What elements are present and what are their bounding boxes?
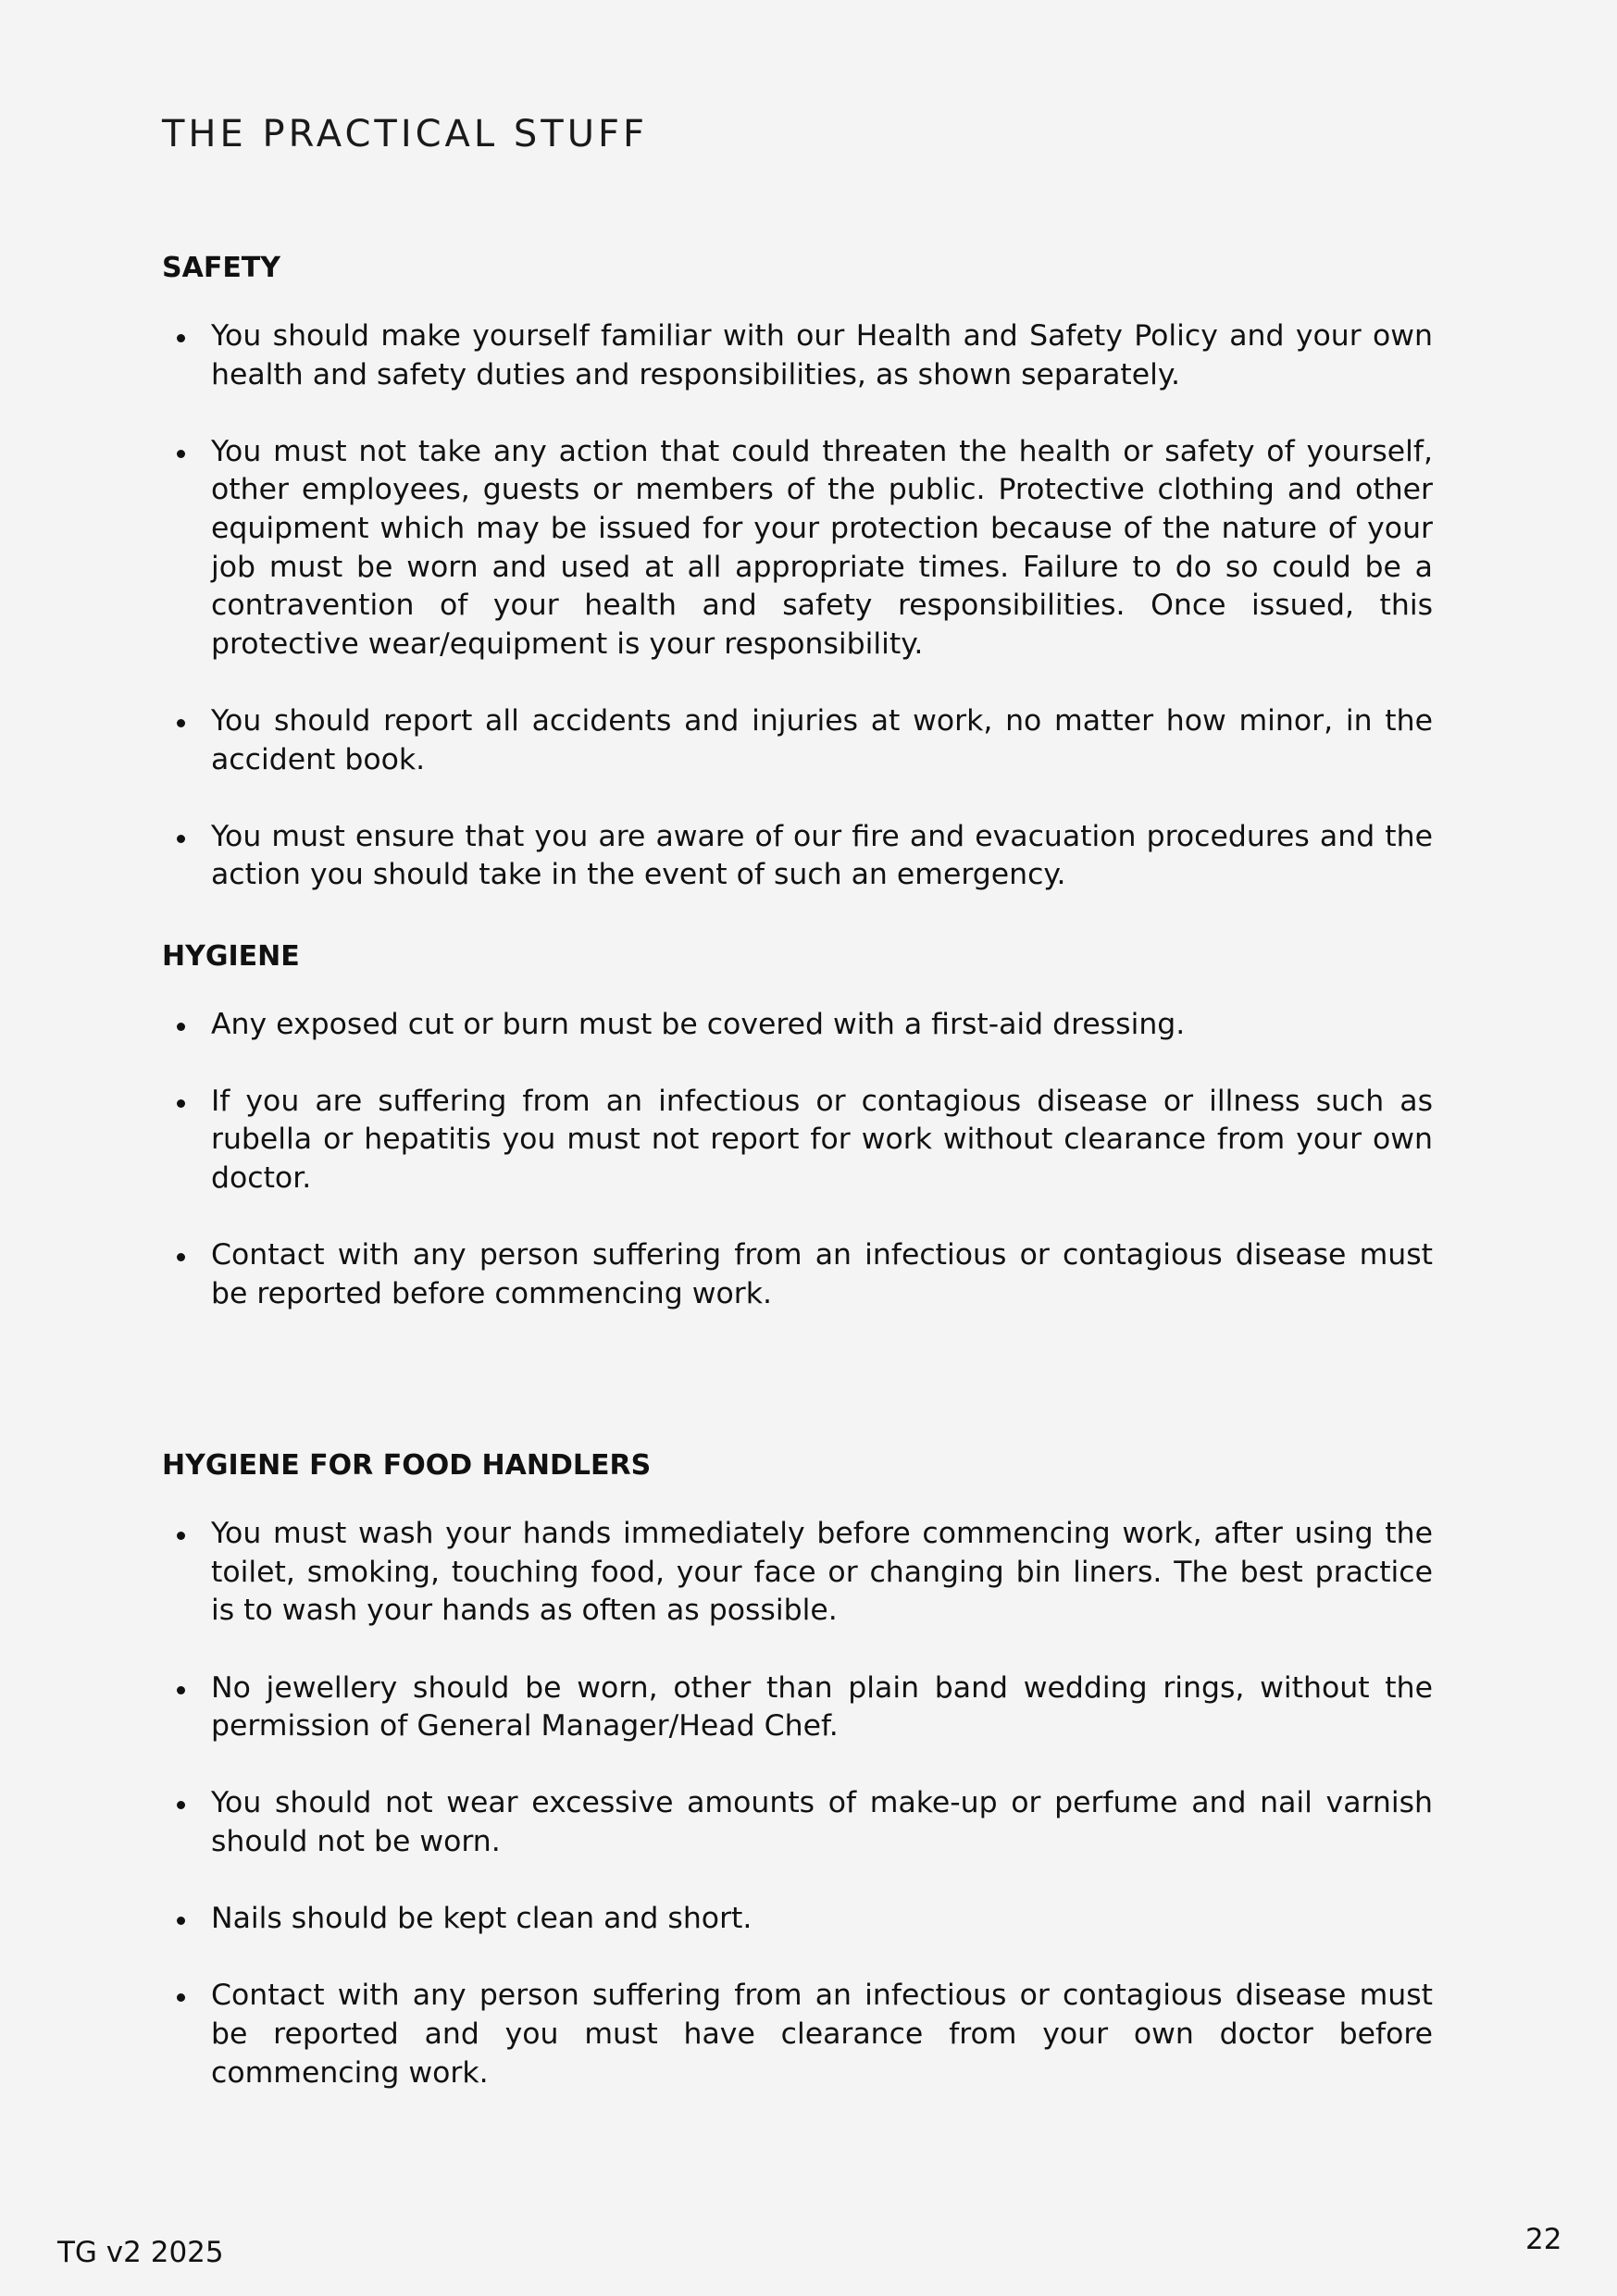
section-safety	[162, 245, 1433, 895]
bullet-icon	[177, 1099, 185, 1108]
section-heading: SAFETY	[162, 252, 280, 284]
list-item-text: You must not take any action that could threaten the health or safety of yourself, other employees, guests or members of the public. Protective clothing and other equipment which may be issued for your protection because of the nature of your job must be worn and used at all appropriate times. Failure to do so could be a contravention of your health and safety responsibilities. Once issued, this protective wear/equipment is your responsibility.	[211, 434, 1433, 661]
list-item-text: You must ensure that you are aware of our fire and evacuation procedures and the action you should take in the event of such an emergency.	[211, 819, 1433, 892]
list-item	[162, 1784, 1433, 1861]
list-item-text: You must wash your hands immediately before commencing work, after using the toilet, smoking, touching food, your face or changing bin liners. The best practice is to wash your hands as often as possible.	[211, 1517, 1433, 1628]
bullet-icon	[177, 719, 185, 727]
bullet-icon	[177, 835, 185, 843]
page-title: THE PRACTICAL STUFF	[162, 113, 649, 155]
bullet-icon	[177, 1253, 185, 1261]
bullet-icon	[177, 1532, 185, 1540]
bullet-icon	[177, 450, 185, 458]
section-heading: HYGIENE FOR FOOD HANDLERS	[162, 1449, 652, 1483]
section-hygiene	[162, 934, 1433, 1314]
bullet-icon	[177, 1801, 185, 1809]
list-item-text: If you are suffering from an infectious or contagious disease or illness such as rubella or hepatitis you must not report for work without clearance from your own doctor.	[211, 1084, 1433, 1195]
list-item	[162, 1900, 1433, 1939]
list-item-text: You should make yourself familiar with our Health and Safety Policy and your own health and safety duties and responsibilities, as shown separately.	[211, 319, 1433, 391]
list-item	[162, 1083, 1433, 1198]
list-item	[162, 433, 1433, 664]
footer-version: TG v2 2025	[57, 2236, 224, 2269]
bullet-list	[162, 1006, 1433, 1314]
bullet-icon	[177, 1686, 185, 1694]
list-item	[162, 317, 1433, 394]
document-body	[162, 245, 1433, 2131]
section-hygiene-food-handlers	[162, 1443, 1433, 2092]
list-item	[162, 1236, 1433, 1313]
bullet-list	[162, 1515, 1433, 2092]
section-heading: HYGIENE	[162, 939, 300, 973]
list-item	[162, 1006, 1433, 1045]
page-number: 22	[1525, 2223, 1562, 2256]
list-item	[162, 1515, 1433, 1631]
bullet-icon	[177, 334, 185, 342]
list-item-text: Contact with any person suffering from an infectious or contagious disease must be reported before commencing work.	[211, 1238, 1433, 1310]
list-item-text: Contact with any person suffering from an infectious or contagious disease must be reported and you must have clearance from your own doctor before commencing work.	[211, 1979, 1433, 2090]
bullet-icon	[177, 1023, 185, 1031]
list-item	[162, 1669, 1433, 1746]
list-item-text: No jewellery should be worn, other than plain band wedding rings, without the permission of General Manager/Head Chef.	[211, 1670, 1433, 1744]
list-item	[162, 818, 1433, 895]
bullet-list	[162, 317, 1433, 895]
list-item-text: Nails should be kept clean and short.	[211, 1902, 753, 1936]
bullet-icon	[177, 1917, 185, 1925]
bullet-icon	[177, 1993, 185, 2002]
list-item-text: You should report all accidents and injuries at work, no matter how minor, in the accident book.	[211, 703, 1433, 776]
list-item	[162, 702, 1433, 779]
list-item-text: Any exposed cut or burn must be covered with a first-aid dressing.	[211, 1007, 1186, 1041]
list-item	[162, 1977, 1433, 2092]
list-item-text: You should not wear excessive amounts of make-up or perfume and nail varnish should not be worn.	[211, 1786, 1433, 1858]
